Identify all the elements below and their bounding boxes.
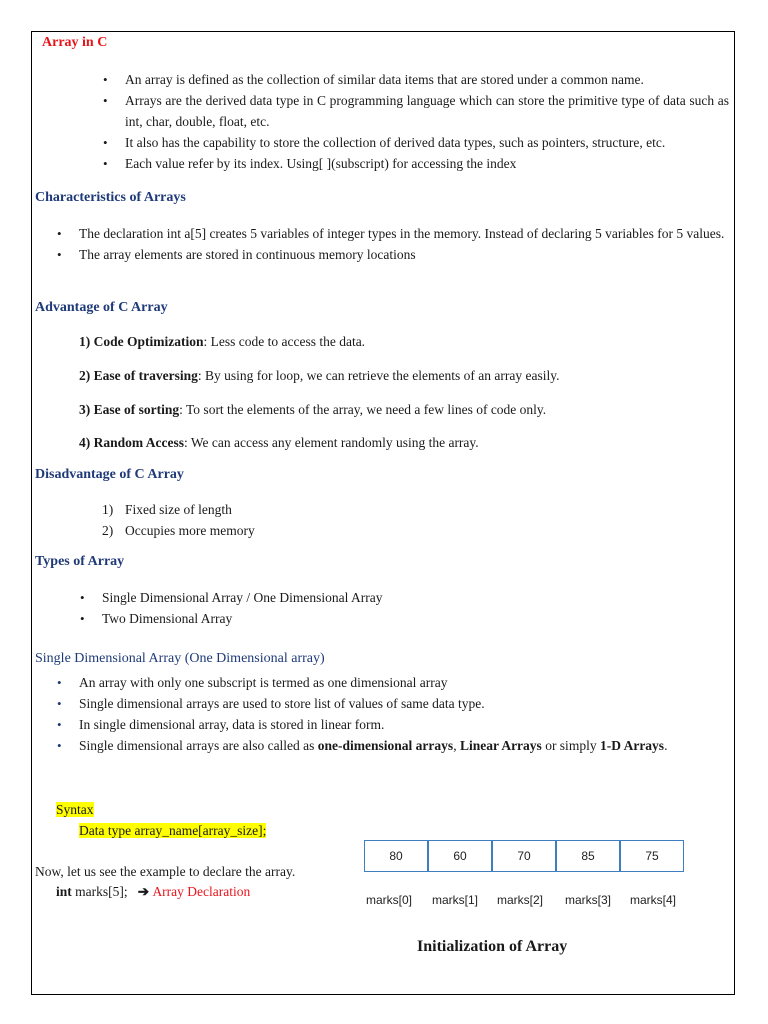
advantage-text: : We can access any element randomly using the array. [184, 435, 479, 450]
list-item: • In single dimensional array, data is stored in linear form. [79, 714, 727, 735]
arrow-icon: ➔ [137, 884, 150, 899]
array-cell: 70 [492, 840, 556, 872]
list-item: • Each value refer by its index. Using[ ](subscript) for accessing the index [125, 153, 729, 174]
term: Linear Arrays [459, 738, 542, 753]
array-index: marks[3] [565, 893, 612, 907]
list-item: • An array with only one subscript is termed as one dimensional array [79, 672, 727, 693]
single-heading: Single Dimensional Array (One Dimensional array) [35, 651, 325, 666]
array-cell: 85 [556, 840, 620, 872]
array-cell: 60 [428, 840, 492, 872]
array-cell: 80 [364, 840, 428, 872]
advantage-label: 4) Random Access [79, 435, 184, 450]
types-list [102, 587, 702, 629]
array-index: marks[1] [432, 893, 479, 907]
list-item: • Two Dimensional Array [102, 608, 702, 629]
list-item [79, 735, 727, 756]
characteristics-list [79, 223, 727, 265]
array-index: marks[2] [497, 893, 544, 907]
keyword: int [56, 884, 72, 899]
syntax-code-text: Data type array_name[array_size]; [79, 823, 267, 838]
types-heading: Types of Array [35, 554, 125, 569]
list-item: • The declaration int a[5] creates 5 variables of integer types in the memory. Instead of declaring 5 variables for 5 values. [79, 223, 727, 244]
advantage-item [79, 331, 365, 352]
page-title: Array in C [42, 35, 108, 50]
term: one-dimensional arrays [317, 738, 454, 753]
array-index: marks[4] [630, 893, 677, 907]
list-item: • An array is defined as the collection of similar data items that are stored under a common name. [125, 69, 729, 90]
example-declaration [56, 881, 250, 902]
list-item: • Arrays are the derived data type in C programming language which can store the primitive type of data such as int, char, double, float, etc. [125, 90, 729, 132]
advantage-heading: Advantage of C Array [35, 300, 168, 315]
term: 1-D Arrays [599, 738, 665, 753]
text: . [664, 738, 668, 753]
text: , [453, 738, 460, 753]
text: Single dimensional arrays are also called as [79, 738, 318, 753]
advantage-label: 3) Ease of sorting [79, 402, 180, 417]
syntax-label-text: Syntax [56, 802, 94, 817]
advantage-item [79, 399, 546, 420]
list-item: • It also has the capability to store the collection of derived data types, such as pointers, structure, etc. [125, 132, 729, 153]
disadvantage-heading: Disadvantage of C Array [35, 467, 184, 482]
diagram-caption: Initialization of Array [417, 938, 568, 955]
example-text: Now, let us see the example to declare the array. [35, 864, 296, 879]
disadvantage-num: 1) [102, 502, 114, 517]
characteristics-heading: Characteristics of Arrays [35, 190, 186, 205]
intro-list [125, 69, 729, 174]
array-cell: 75 [620, 840, 684, 872]
text: or simply [541, 738, 600, 753]
advantage-item [79, 432, 479, 453]
declaration: marks[5]; [71, 884, 128, 899]
list-item: • Single Dimensional Array / One Dimensional Array [102, 587, 702, 608]
disadvantage-num: 2) [102, 523, 114, 538]
disadvantage-item: Occupies more memory [125, 523, 255, 538]
array-index: marks[0] [366, 893, 413, 907]
advantage-text: : Less code to access the data. [203, 334, 366, 349]
syntax-label [56, 799, 94, 820]
advantage-text: : By using for loop, we can retrieve the elements of an array easily. [197, 368, 560, 383]
single-list [79, 672, 727, 756]
advantage-label: 2) Ease of traversing [79, 368, 198, 383]
advantage-label: 1) Code Optimization [79, 334, 204, 349]
disadvantage-item: Fixed size of length [125, 502, 232, 517]
syntax-code [79, 820, 266, 841]
list-item: • Single dimensional arrays are used to store list of values of same data type. [79, 693, 727, 714]
list-item: • The array elements are stored in continuous memory locations [79, 244, 727, 265]
advantage-item [79, 365, 559, 386]
declaration-note: Array Declaration [152, 884, 251, 899]
advantage-text: : To sort the elements of the array, we need a few lines of code only. [179, 402, 547, 417]
